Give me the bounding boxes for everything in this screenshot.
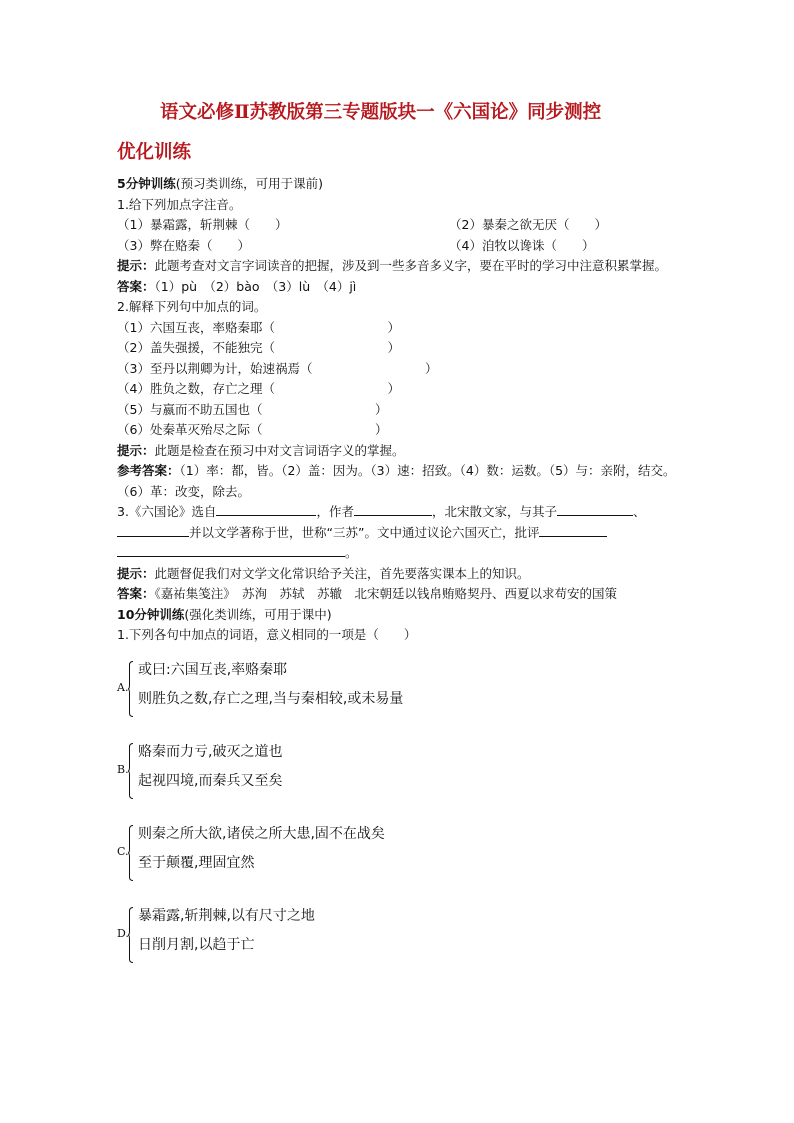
option-d: [117, 906, 677, 964]
question-item: （6）处秦革灭殆尽之际（ ）: [117, 422, 388, 437]
question-item: （3）弊在赂秦（ ）: [117, 237, 250, 253]
hint-text: 此题考查对文言字词读音的把握，涉及到一些多音多义字，要在平时的学习中注意积累掌握。: [154, 258, 668, 273]
question-stem: 2.解释下列句中加点的词。: [117, 299, 267, 314]
answer-label: 答案：: [117, 278, 155, 294]
option-letter: C.: [117, 844, 129, 858]
answer-paragraph: [117, 461, 677, 502]
hint-paragraph: [117, 256, 677, 277]
answer-label: 答案：: [117, 586, 155, 601]
fill-blank-question: [117, 502, 677, 523]
section-heading-note: (强化类训练，可用于课中): [184, 606, 332, 622]
option-line: 至于颠覆,理固宜然: [138, 854, 255, 871]
option-b: [117, 742, 677, 800]
question-text: 。: [345, 545, 358, 560]
option-letter: B.: [117, 762, 129, 776]
answer-text: （1）pù （2）bào （3）lù （4）jì: [154, 278, 357, 294]
brace-icon: [128, 743, 132, 799]
question-text: 3.《六国论》选自: [117, 504, 217, 519]
question-stem: 1.给下列加点字注音。: [117, 196, 242, 212]
question-text: ，作者: [316, 504, 354, 519]
question-item: （1）暴霜露，斩荆棘（ ）: [117, 217, 288, 232]
question-items-row: [117, 215, 677, 236]
answer-paragraph: [117, 277, 677, 298]
hint-text: 此题是检查在预习中对文言词语字义的掌握。: [154, 442, 405, 458]
section-heading-label: 10分钟训练: [117, 606, 185, 622]
document-page: [117, 100, 677, 964]
option-line: 则秦之所大欲,诸侯之所大患,固不在战矣: [138, 825, 385, 842]
question-stem: 1.下列各句中加点的词语，意义相同的一项是（ ）: [117, 627, 417, 642]
brace-icon: [128, 661, 132, 717]
answer-blank: [557, 503, 633, 516]
option-line: 或曰:六国互丧,率赂秦耶: [138, 661, 288, 678]
option-a: [117, 660, 677, 718]
hint-label: 提示：: [117, 442, 155, 458]
document-subtitle: 优化训练: [117, 142, 192, 163]
fill-blank-question: [117, 543, 677, 564]
options-list: [117, 660, 677, 964]
section-10min-heading: [117, 605, 677, 626]
answer-text: （1）率：都，皆。（2）盖：因为。（3）速：招致。（4）数：运数。（5）与：亲附，结交。（6）革：改变，除去。: [117, 463, 676, 499]
brace-icon: [128, 825, 132, 881]
answer-blank: [216, 503, 316, 516]
option-letter: D.: [117, 926, 129, 940]
option-line: 暴霜露,斩荆棘,以有尺寸之地: [138, 907, 315, 924]
answer-paragraph: [117, 584, 677, 605]
hint-paragraph: [117, 441, 677, 462]
question-item: （4）胜负之数，存亡之理（ ）: [117, 381, 400, 396]
answer-blank: [117, 524, 189, 537]
fill-blank-question: [117, 523, 677, 544]
option-line: 起视四境,而秦兵又至矣: [138, 772, 283, 789]
hint-paragraph: [117, 564, 677, 585]
question-item: （2）盖失强援，不能独完（ ）: [117, 340, 400, 355]
answer-label: 参考答案：: [117, 463, 180, 478]
hint-label: 提示：: [117, 258, 155, 273]
question-text: 、: [632, 504, 646, 519]
answer-text: 《嘉祐集笺注》 苏洵 苏轼 苏辙 北宋朝廷以钱帛贿赂契丹、西夏以求苟安的国策: [154, 586, 618, 601]
option-letter: A.: [117, 680, 129, 694]
document-title: 语文必修Ⅱ苏教版第三专题版块一《六国论》同步测控: [160, 102, 602, 123]
option-line: 赂秦而力亏,破灭之道也: [138, 743, 283, 760]
section-5min-heading: [117, 174, 677, 195]
section-heading-note: (预习类训练，可用于课前): [175, 176, 323, 191]
answer-blank: [539, 524, 607, 537]
option-line: 则胜负之数,存亡之理,当与秦相较,或未易量: [138, 690, 404, 707]
question-item: （1）六国互丧，率赂秦耶（ ）: [117, 319, 400, 335]
answer-blank: [117, 544, 345, 557]
hint-text: 此题督促我们对文学文化常识给予关注，首先要落实课本上的知识。: [154, 565, 530, 581]
question-text: 并以文学著称于世，世称“三苏”。文中通过议论六国灭亡，批评: [189, 524, 540, 540]
question-items-row: [117, 236, 677, 257]
option-c: [117, 824, 677, 882]
answer-blank: [354, 503, 432, 516]
question-item: （5）与嬴而不助五国也（ ）: [117, 401, 388, 417]
question-text: ，北宋散文家，与其子: [431, 504, 557, 519]
question-item: （3）至丹以荆卿为计，始速祸焉（ ）: [117, 360, 438, 376]
section-heading-label: 5分钟训练: [117, 176, 176, 191]
hint-label: 提示：: [117, 565, 155, 581]
option-line: 日削月割,以趋于亡: [138, 936, 255, 953]
brace-icon: [128, 907, 132, 963]
question-item: （2）暴秦之欲无厌（ ）: [449, 217, 607, 232]
question-item: （4）洎牧以谗诛（ ）: [449, 237, 595, 253]
